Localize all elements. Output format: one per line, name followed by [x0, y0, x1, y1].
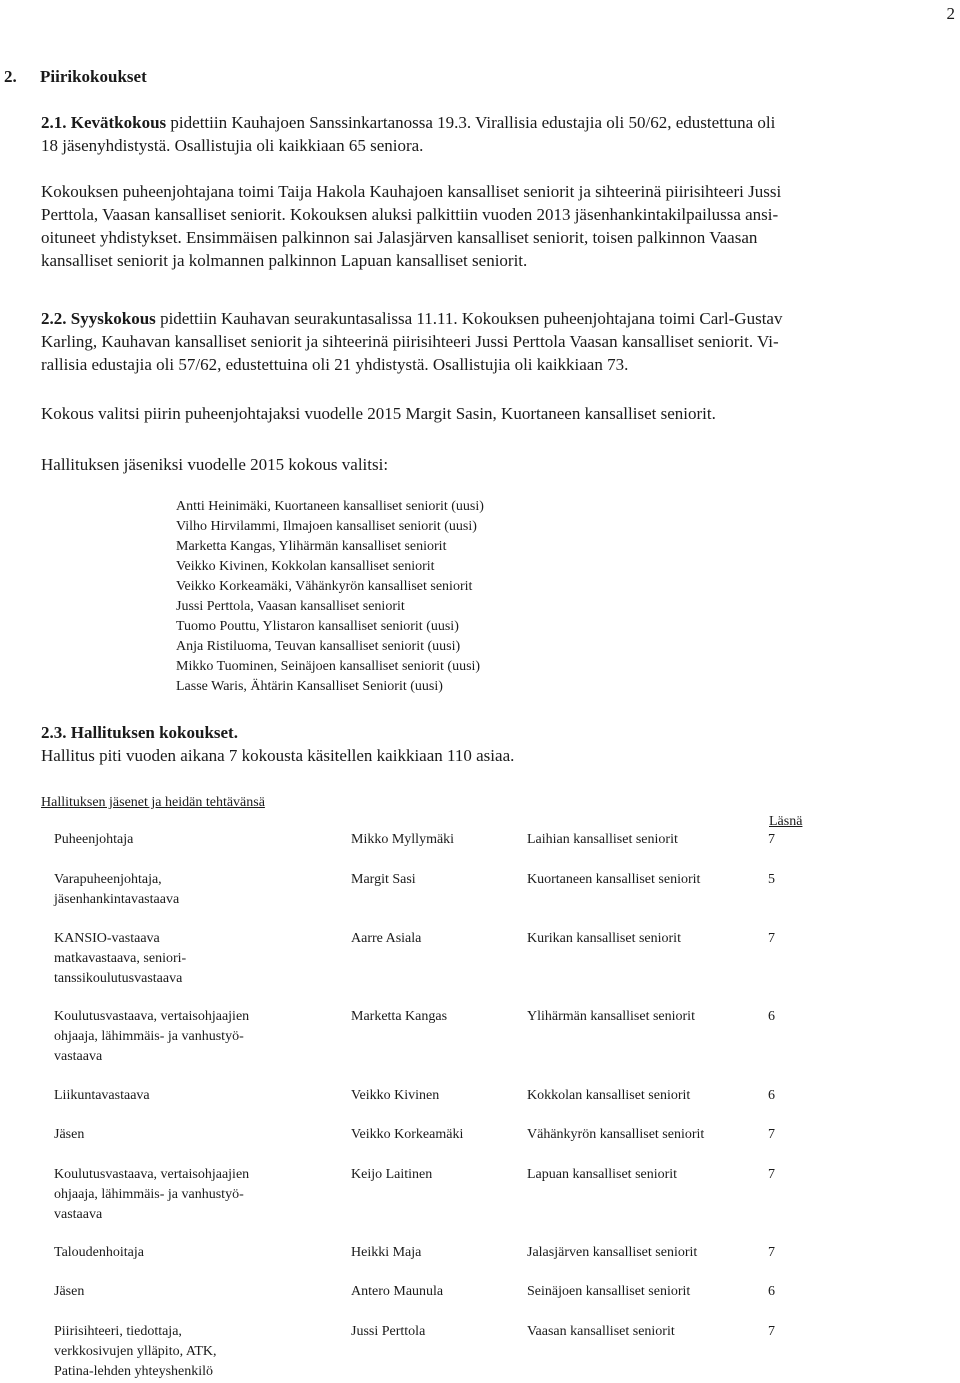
org-cell: Laihian kansalliset seniorit	[527, 832, 678, 847]
role-cell: Puheenjohtaja	[54, 832, 134, 847]
board-member: Marketta Kangas, Ylihärmän kansalliset seniorit	[176, 539, 447, 554]
org-cell: Kokkolan kansalliset seniorit	[527, 1088, 691, 1103]
name-cell: Heikki Maja	[351, 1245, 422, 1260]
board-meetings-heading: 2.3. Hallituksen kokoukset.	[41, 723, 238, 742]
org-cell: Ylihärmän kansalliset seniorit	[527, 1009, 695, 1024]
name-cell: Veikko Korkeamäki	[351, 1127, 464, 1142]
role-cell: Liikuntavastaava	[54, 1088, 150, 1103]
org-cell: Lapuan kansalliset seniorit	[527, 1167, 678, 1182]
attendance-cell: 7	[768, 931, 775, 946]
spring-meeting-title: Kevätkokous	[70, 113, 167, 132]
spring-meeting-line: 18 jäsenyhdistystä. Osallistujia oli kaikkiaan 65 seniora.	[41, 136, 424, 155]
org-cell: Vähänkyrön kansalliset seniorit	[527, 1127, 705, 1142]
board-member: Lasse Waris, Ähtärin Kansalliset Seniorit (uusi)	[176, 679, 443, 694]
role-cell: Jäsen	[54, 1127, 85, 1142]
role-cell: Piirisihteeri, tiedottaja, verkkosivujen ylläpito, ATK, Patina-lehden yhteyshenkilö	[54, 1324, 217, 1379]
name-cell: Antero Maunula	[351, 1284, 444, 1299]
board-meetings-text: Hallitus piti vuoden aikana 7 kokousta käsitellen kaikkiaan 110 asiaa.	[41, 746, 515, 765]
details-line: oituneet yhdistykset. Ensimmäisen palkinnon sai Jalasjärven kansalliset seniorit, toisen palkinnon Vaasan	[41, 228, 758, 247]
spring-meeting-number: 2.1.	[41, 113, 67, 132]
name-cell: Aarre Asiala	[351, 931, 422, 946]
section-heading	[4, 65, 147, 88]
board-member: Jussi Perttola, Vaasan kansalliset seniorit	[176, 599, 405, 614]
org-cell: Kurikan kansalliset seniorit	[527, 931, 681, 946]
board-member: Anja Ristiluoma, Teuvan kansalliset seniorit (uusi)	[176, 639, 461, 654]
autumn-meeting-paragraph	[41, 307, 956, 376]
attendance-cell: 6	[768, 1088, 775, 1103]
name-cell: Veikko Kivinen	[351, 1088, 440, 1103]
name-cell: Marketta Kangas	[351, 1009, 448, 1024]
name-cell: Margit Sasi	[351, 872, 416, 887]
autumn-meeting-title: Syyskokous	[70, 309, 156, 328]
autumn-meeting-line: pidettiin Kauhavan seurakuntasalissa 11.11. Kokouksen puheenjohtajana toimi Carl-Gustav	[155, 309, 783, 328]
board-member: Antti Heinimäki, Kuortaneen kansalliset seniorit (uusi)	[176, 499, 484, 514]
section-title: Piirikokoukset	[40, 67, 147, 86]
section-number: 2.	[4, 67, 17, 86]
org-cell: Jalasjärven kansalliset seniorit	[527, 1245, 698, 1260]
attendance-cell: 7	[768, 1167, 775, 1182]
name-cell: Jussi Perttola	[351, 1324, 426, 1339]
board-member: Tuomo Pouttu, Ylistaron kansalliset seniorit (uusi)	[176, 619, 459, 634]
org-cell: Vaasan kansalliset seniorit	[527, 1324, 675, 1339]
role-cell: Varapuheenjohtaja, jäsenhankintavastaava	[54, 872, 180, 907]
board-table-title: Hallituksen jäsenet ja heidän tehtävänsä	[41, 795, 265, 810]
board-member: Mikko Tuominen, Seinäjoen kansalliset seniorit (uusi)	[176, 659, 481, 674]
attendance-cell: 7	[768, 1127, 775, 1142]
autumn-meeting-number: 2.2.	[41, 309, 67, 328]
attendance-cell: 6	[768, 1284, 775, 1299]
spring-meeting-line: pidettiin Kauhajoen Sanssinkartanossa 19.3. Virallisia edustajia oli 50/62, edustettuna oli	[166, 113, 776, 132]
role-cell: KANSIO-vastaava matkavastaava, seniori- tanssikoulutusvastaava	[54, 931, 187, 986]
attendance-cell: 7	[768, 832, 775, 847]
spring-meeting-details	[41, 180, 956, 272]
autumn-meeting-line: Karling, Kauhavan kansalliset seniorit ja sihteerinä piirisihteeri Jussi Perttola Vaasan kansalliset seniorit. Vi-	[41, 332, 779, 351]
attendance-cell: 6	[768, 1009, 775, 1024]
spring-meeting-paragraph	[41, 111, 956, 157]
org-cell: Kuortaneen kansalliset seniorit	[527, 872, 701, 887]
attendance-header: Läsnä	[769, 814, 803, 829]
role-cell: Taloudenhoitaja	[54, 1245, 144, 1260]
autumn-meeting-line: rallisia edustajia oli 57/62, edustettuina oli 21 yhdistystä. Osallistujia oli kaikkiaan 73.	[41, 355, 629, 374]
board-member-list	[176, 497, 484, 697]
chair-election: Kokous valitsi piirin puheenjohtajaksi vuodelle 2015 Margit Sasin, Kuortaneen kansalliset seniorit.	[41, 404, 716, 423]
board-member: Veikko Korkeamäki, Vähänkyrön kansalliset seniorit	[176, 579, 473, 594]
role-cell: Koulutusvastaava, vertaisohjaajien ohjaaja, lähimmäis- ja vanhustyö- vastaava	[54, 1167, 250, 1222]
name-cell: Mikko Myllymäki	[351, 832, 455, 847]
details-line: Kokouksen puheenjohtajana toimi Taija Hakola Kauhajoen kansalliset seniorit ja sihteerinä piirisihteeri Jussi	[41, 182, 782, 201]
details-line: Perttola, Vaasan kansalliset seniorit. Kokouksen aluksi palkittiin vuoden 2013 jäsenhankintakilpailussa ansi-	[41, 205, 779, 224]
name-cell: Keijo Laitinen	[351, 1167, 433, 1182]
board-intro: Hallituksen jäseniksi vuodelle 2015 kokous valitsi:	[41, 455, 389, 474]
board-member: Vilho Hirvilammi, Ilmajoen kansalliset seniorit (uusi)	[176, 519, 477, 534]
attendance-cell: 7	[768, 1324, 775, 1339]
page-number: 2	[946, 4, 955, 23]
role-cell: Jäsen	[54, 1284, 85, 1299]
details-line: kansalliset seniorit ja kolmannen palkinnon Lapuan kansalliset seniorit.	[41, 251, 528, 270]
attendance-cell: 7	[768, 1245, 775, 1260]
board-member: Veikko Kivinen, Kokkolan kansalliset seniorit	[176, 559, 435, 574]
attendance-cell: 5	[768, 872, 775, 887]
org-cell: Seinäjoen kansalliset seniorit	[527, 1284, 691, 1299]
role-cell: Koulutusvastaava, vertaisohjaajien ohjaaja, lähimmäis- ja vanhustyö- vastaava	[54, 1009, 250, 1064]
